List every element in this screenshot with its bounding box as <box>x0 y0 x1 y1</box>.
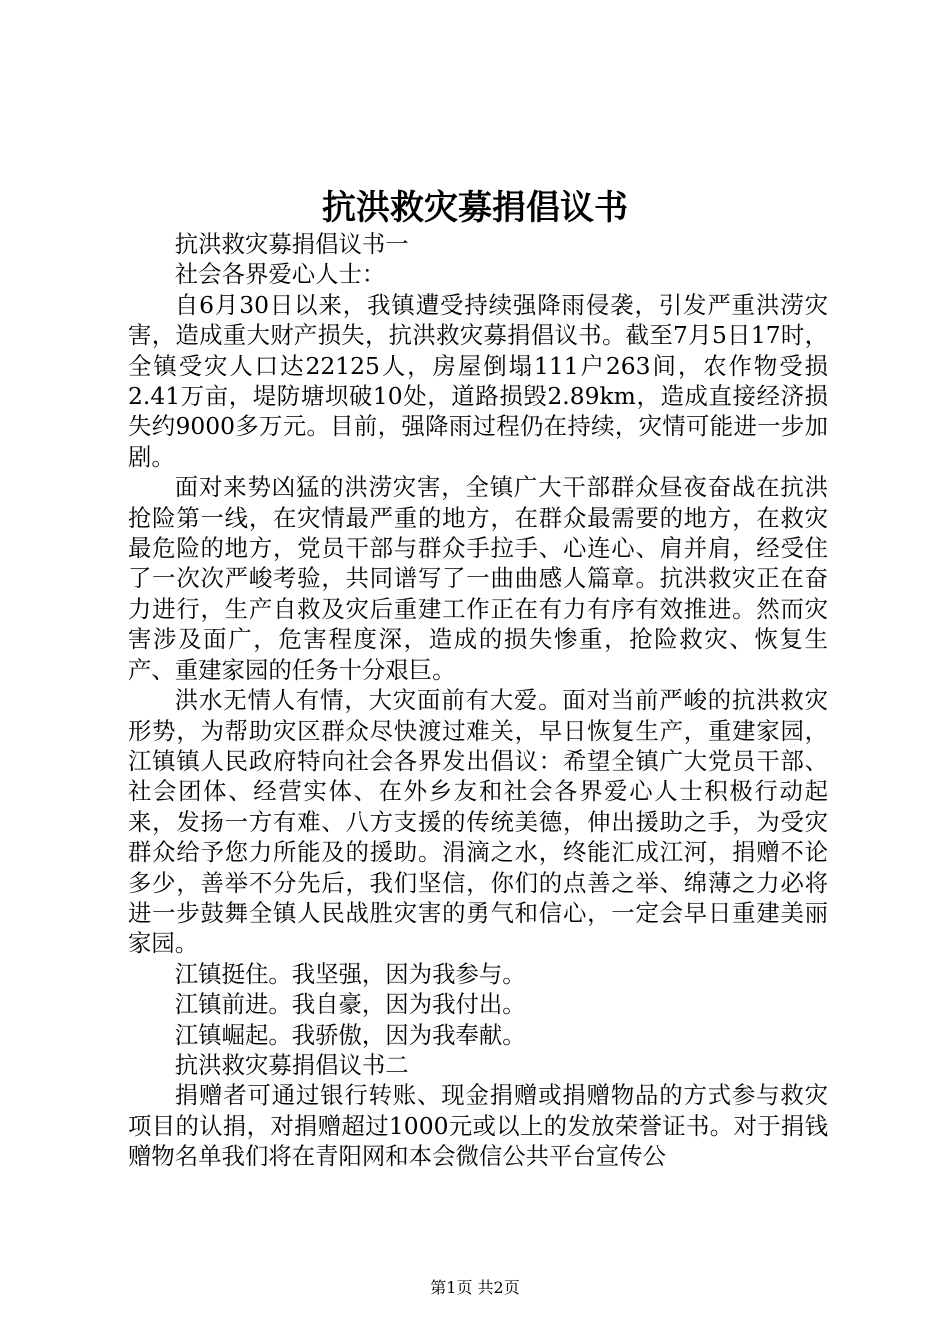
salutation: 社会各界爱心人士： <box>174 260 386 289</box>
paragraph-relief-efforts: 面对来势凶猛的洪涝灾害，全镇广大干部群众昼夜奋战在抗洪抢险第一线，在灾情最严重的地方，在群众最需要的地方，在救灾最危险的地方，党员干部与群众手拉手、心连心、肩并肩，经受住了一次次严峻考验，共同谱写了一曲曲感人篇章。抗洪救灾正在奋力进行，生产自救及灾后重建工作正在有力有序有效推进。然而灾害涉及面广，危害程度深，造成的损失惨重，抢险救灾、恢复生产、重建家园的任务十分艰巨。 <box>128 473 828 684</box>
paragraph-disaster-report: 自6月30日以来，我镇遭受持续强降雨侵袭，引发严重洪涝灾害，造成重大财产损失，抗洪救灾募捐倡议书。截至7月5日17时，全镇受灾人口达22125人，房屋倒塌111户263间，农作物受损2.41万亩，堤防塘坝破10处，道路损毁2.89km，造成直接经济损失约9000多万元。目前，强降雨过程仍在持续，灾情可能进一步加剧。 <box>128 290 828 471</box>
slogan-line-3: 江镇崛起。我骄傲，因为我奉献。 <box>174 1020 526 1049</box>
page-footer: 第1页 共2页 <box>430 1278 520 1297</box>
slogan-line-2: 江镇前进。我自豪，因为我付出。 <box>174 990 526 1019</box>
document-title: 抗洪救灾募捐倡议书 <box>322 188 628 228</box>
section-heading-2: 抗洪救灾募捐倡议书二 <box>174 1050 409 1079</box>
paragraph-donation-methods: 捐赠者可通过银行转账、现金捐赠或捐赠物品的方式参与救灾项目的认捐，对捐赠超过1000元或以上的发放荣誉证书。对于捐钱赠物名单我们将在青阳网和本会微信公共平台宣传公 <box>128 1081 828 1171</box>
section-heading-1: 抗洪救灾募捐倡议书一 <box>174 230 409 258</box>
document-body <box>128 229 828 1172</box>
slogan-line-1: 江镇挺住。我坚强，因为我参与。 <box>174 959 526 988</box>
paragraph-appeal: 洪水无情人有情，大灾面前有大爱。面对当前严峻的抗洪救灾形势，为帮助灾区群众尽快渡过难关，早日恢复生产，重建家园，江镇镇人民政府特向社会各界发出倡议：希望全镇广大党员干部、社会团体、经营实体、在外乡友和社会各界爱心人士积极行动起来，发扬一方有难、八方支援的传统美德，伸出援助之手，为受灾群众给予您力所能及的援助。涓滴之水，终能汇成江河，捐赠不论多少，善举不分先后，我们坚信，你们的点善之举、绵薄之力必将进一步鼓舞全镇人民战胜灾害的勇气和信心，一定会早日重建美丽家园。 <box>128 686 828 958</box>
